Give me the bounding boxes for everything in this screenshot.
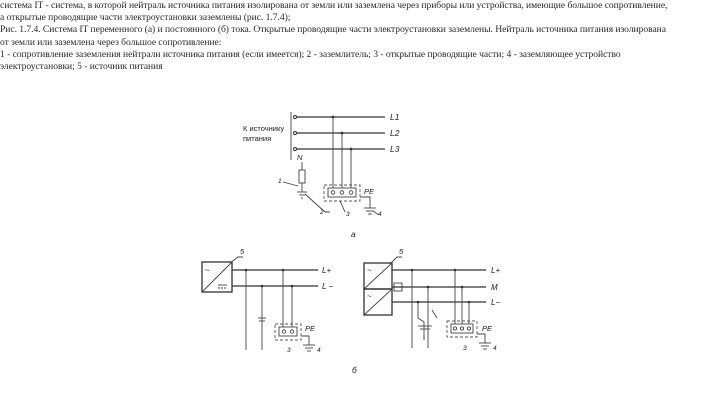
text-line-2: а открытые проводящие части электроустановки заземлены (рис. 1.7.4); (0, 12, 291, 24)
label-lplus-right: L+ (491, 266, 501, 275)
text-line-1: система IT - система, в которой нейтраль источника питания изолирована от земли или заземлена через приборы или устройства, имеющие большое сопротивление, (0, 0, 668, 11)
leader-2 (305, 194, 330, 212)
svg-text:~: ~ (367, 292, 372, 301)
caption-a: а (351, 229, 356, 239)
text-line-6: электроустановки; 5 - источник питания (0, 61, 163, 73)
label-lminus-left: L − (322, 282, 334, 291)
label-3-left: 3 (287, 347, 291, 354)
figure-a (243, 112, 400, 239)
label-4-right: 4 (493, 345, 497, 352)
figure-b-right (364, 247, 500, 352)
label-4: 4 (378, 211, 382, 218)
source-label-line-1: К источнику (243, 124, 285, 133)
leader-3 (340, 201, 345, 212)
exposed-parts-left (279, 327, 297, 336)
label-pe-a: PE (364, 187, 375, 196)
label-pe-left: PE (305, 324, 316, 333)
label-lminus-right: L− (491, 298, 501, 307)
label-2: 2 (320, 209, 324, 216)
label-3: 3 (346, 211, 350, 218)
leader-1 (283, 182, 298, 186)
label-pe-right: PE (482, 324, 493, 333)
label-l1: L1 (390, 112, 400, 122)
label-4-left: 4 (317, 347, 321, 354)
label-5-left: 5 (240, 247, 245, 256)
text-line-3: Рис. 1.7.4. Система IT переменного (а) и постоянного (б) тока. Открытые проводящие части электроустановки заземлены. Нейтраль источника питания изолирована (0, 24, 666, 36)
caption-b: б (352, 365, 357, 375)
label-n: N (297, 153, 303, 162)
label-1: 1 (278, 178, 282, 185)
label-lplus-left: L+ (322, 266, 332, 275)
text-line-4: от земли или заземлена через большое сопротивление: (0, 36, 222, 48)
text-line-5: 1 - сопротивление заземления нейтрали источника питания (если имеется); 2 - заземлитель; 3 - открытые проводящие части; 4 - заземляющее устройство (0, 48, 621, 60)
svg-text:~: ~ (205, 266, 210, 275)
neutral-resistor (299, 170, 305, 183)
label-l3: L3 (390, 144, 400, 154)
label-3-right: 3 (463, 345, 467, 352)
figure-b-left (202, 247, 334, 354)
label-l2: L2 (390, 128, 400, 138)
label-m-right: M (491, 283, 498, 292)
svg-text:~: ~ (367, 266, 372, 275)
source-label-line-2: питания (243, 134, 272, 143)
label-5-right: 5 (399, 247, 404, 256)
